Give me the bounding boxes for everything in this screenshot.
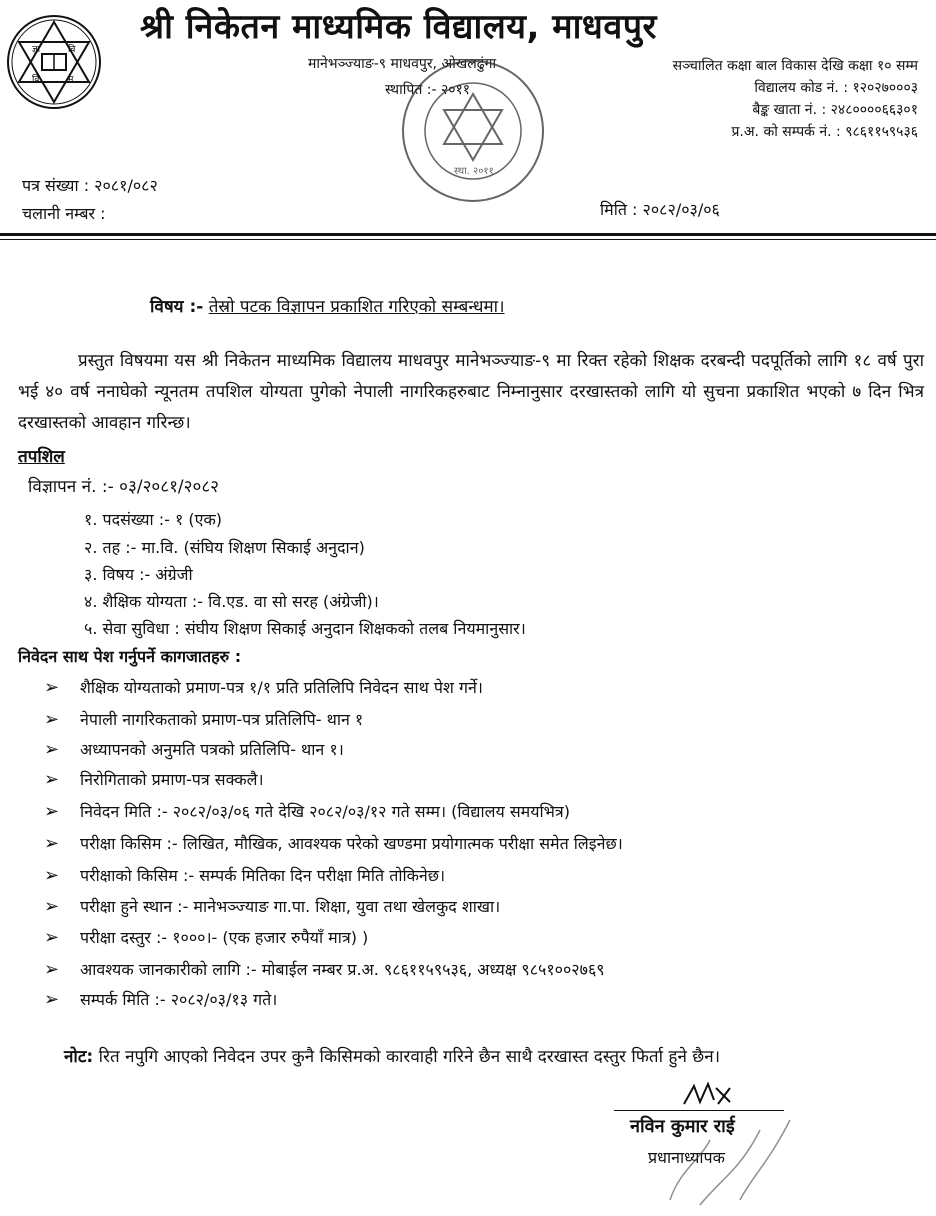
signature-stamp-scribble bbox=[650, 1100, 800, 1210]
arrow-bullet-icon: ➢ bbox=[44, 833, 60, 854]
subject-line bbox=[150, 294, 505, 317]
detail-item: ५. सेवा सुविधा : संघीय शिक्षण सिकाई अनुदान शिक्षकको तलब नियमानुसार। bbox=[84, 619, 526, 638]
document-item: ➢ आवश्यक जानकारीको लागि :- मोबाईल नम्बर प्र.अ. ९८६११५९५३६, अध्यक्ष ९८५१००२७६९ bbox=[44, 959, 605, 980]
school-code: विद्यालय कोड नं. : १२०२७०००३ bbox=[754, 80, 918, 96]
detail-item: ४. शैक्षिक योग्यता :- वि.एड. वा सो सरह (अंग्रेजी)। bbox=[84, 592, 379, 611]
document-item: ➢ परीक्षाको किसिम :- सम्पर्क मितिका दिन परीक्षा मिति तोकिनेछ। bbox=[44, 865, 446, 886]
school-stamp bbox=[398, 56, 548, 206]
document-item: ➢ निवेदन मिति :- २०८२/०३/०६ गते देखि २०८२/०३/१२ गते सम्म। (विद्यालय समयभित्र) bbox=[44, 801, 570, 822]
document-item: ➢ शैक्षिक योग्यताको प्रमाण-पत्र १/१ प्रति प्रतिलिपि निवेदन साथ पेश गर्ने। bbox=[44, 677, 483, 698]
document-item: ➢ सम्पर्क मिति :- २०८२/०३/१३ गते। bbox=[44, 989, 278, 1010]
svg-text:वि: वि bbox=[68, 45, 76, 55]
arrow-bullet-icon: ➢ bbox=[44, 959, 60, 980]
document-item: ➢ नेपाली नागरिकताको प्रमाण-पत्र प्रतिलिपि- थान १ bbox=[44, 709, 364, 730]
letter-date: मिति : २०८२/०३/०६ bbox=[600, 200, 720, 219]
arrow-bullet-icon: ➢ bbox=[44, 709, 60, 730]
school-name: श्री निकेतन माध्यमिक विद्यालय, माधवपुर bbox=[140, 7, 657, 47]
arrow-bullet-icon: ➢ bbox=[44, 677, 60, 698]
documents-heading: निवेदन साथ पेश गर्नुपर्ने कागजातहरु : bbox=[18, 647, 242, 666]
note bbox=[64, 1044, 720, 1067]
document-item: ➢ निरोगिताको प्रमाण-पत्र सक्कलै। bbox=[44, 769, 264, 790]
detail-item: २. तह :- मा.वि. (संघिय शिक्षण सिकाई अनुदान) bbox=[84, 538, 365, 557]
body-paragraph: प्रस्तुत विषयमा यस श्री निकेतन माध्यमिक विद्यालय माधवपुर मानेभञ्ज्याङ-९ मा रिक्त रहेको शिक्षक दरबन्दी पदपूर्तिको लागि १८ वर्ष पुरा भई ४० वर्ष ननाघेको न्यूनतम तपशिल योग्यता पुगेको नेपाली नागरिकहरुबाट निम्नानुसार दरखास्तको लागि यो सुचना प्रकाशित भएको ७ दिन भित्र दरखास्तको आवहान गरिन्छ। bbox=[18, 351, 924, 433]
detail-item: ३. विषय :- अंग्रेजी bbox=[84, 565, 193, 584]
school-logo bbox=[6, 14, 102, 110]
classes-info: सञ्चालित कक्षा बाल विकास देखि कक्षा १० सम्म bbox=[672, 58, 918, 74]
header-divider bbox=[0, 233, 936, 236]
bank-account: बैङ्क खाता नं. : २४८००००६६३०१ bbox=[752, 102, 918, 118]
note-label: नोट: bbox=[64, 1047, 94, 1067]
school-address: मानेभञ्ज्याङ-९ माधवपुर, ओखलढुंगा bbox=[308, 56, 497, 72]
svg-text:वि: वि bbox=[32, 75, 40, 85]
document-item: ➢ परीक्षा हुने स्थान :- मानेभञ्ज्याङ गा.पा. शिक्षा, युवा तथा खेलकुद शाखा। bbox=[44, 896, 501, 917]
arrow-bullet-icon: ➢ bbox=[44, 769, 60, 790]
arrow-bullet-icon: ➢ bbox=[44, 801, 60, 822]
header-divider-thin bbox=[0, 239, 936, 240]
note-text: रित नपुगि आएको निवेदन उपर कुनै किसिमको कारवाही गरिने छैन साथै दरखास्त दस्तुर फिर्ता हुने छैन। bbox=[98, 1047, 721, 1067]
dispatch-number: चलानी नम्बर : bbox=[22, 204, 106, 223]
details-heading: तपशिल bbox=[18, 447, 65, 467]
arrow-bullet-icon: ➢ bbox=[44, 927, 60, 948]
arrow-bullet-icon: ➢ bbox=[44, 865, 60, 886]
letter-number: पत्र संख्या : २०८१/०८२ bbox=[22, 176, 158, 195]
svg-text:स्था. २०११: स्था. २०११ bbox=[454, 166, 494, 177]
signatory-name: नविन कुमार राई bbox=[630, 1116, 735, 1137]
document-item: ➢ परीक्षा दस्तुर :- १०००।- (एक हजार रुपैयाँ मात्र) ) bbox=[44, 927, 369, 948]
advertisement-number: विज्ञापन नं. :- ०३/२०८१/२०८२ bbox=[28, 477, 220, 497]
document-item: ➢ परीक्षा किसिम :- लिखित, मौखिक, आवश्यक परेको खण्डमा प्रयोगात्मक परीक्षा समेत लिइनेछ। bbox=[44, 833, 623, 854]
arrow-bullet-icon: ➢ bbox=[44, 989, 60, 1010]
arrow-bullet-icon: ➢ bbox=[44, 896, 60, 917]
subject-text: तेस्रो पटक विज्ञापन प्रकाशित गरिएको सम्बन्धमा। bbox=[208, 297, 505, 317]
subject-label: विषय :- bbox=[150, 297, 204, 317]
arrow-bullet-icon: ➢ bbox=[44, 739, 60, 760]
document-item: ➢ अध्यापनको अनुमति पत्रको प्रतिलिपि- थान १। bbox=[44, 739, 344, 760]
signatory-title: प्रधानाध्यापक bbox=[648, 1148, 725, 1167]
established-year: स्थापित :- २०११ bbox=[385, 82, 471, 98]
svg-text:म: म bbox=[68, 75, 74, 85]
principal-contact: प्र.अ. को सम्पर्क नं. : ९८६११५९५३६ bbox=[731, 124, 918, 140]
svg-text:ज्ञा: ज्ञा bbox=[32, 45, 41, 55]
detail-item: १. पदसंख्या :- १ (एक) bbox=[84, 510, 223, 529]
